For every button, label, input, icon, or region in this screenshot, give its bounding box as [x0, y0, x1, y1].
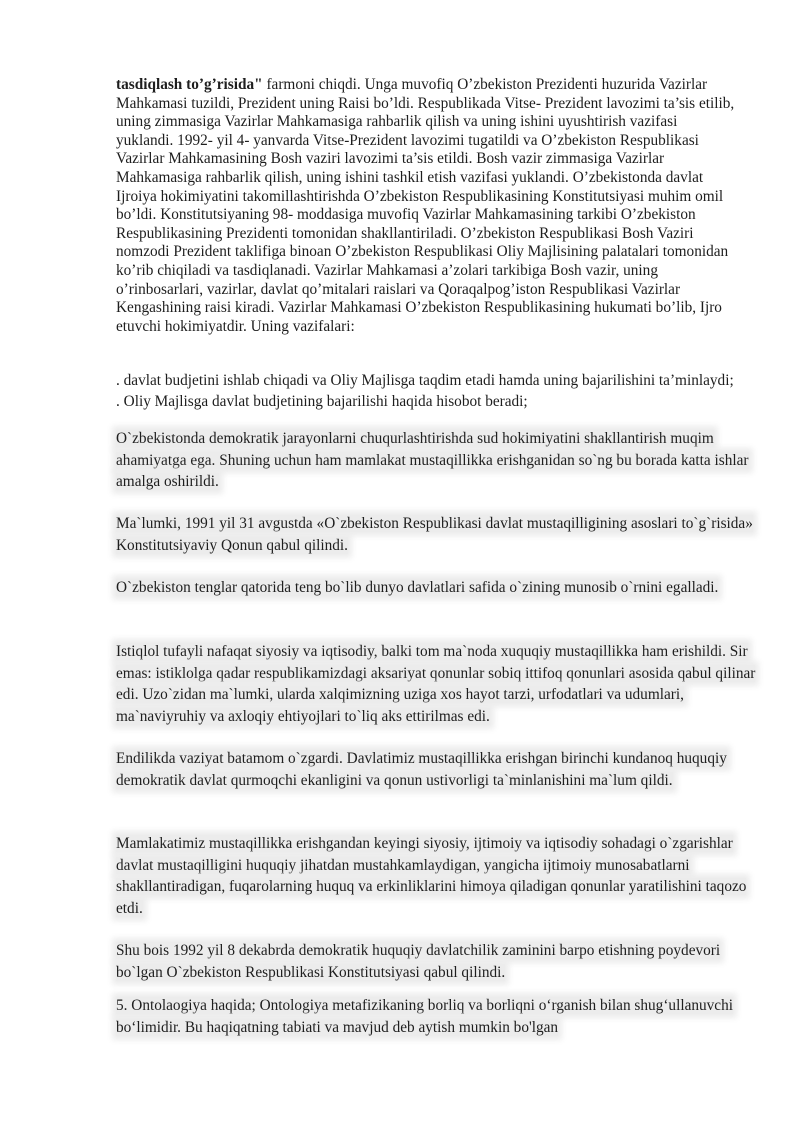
paragraph-constitution: [116, 940, 756, 983]
paragraph-reforms: [116, 833, 756, 919]
paragraph-ontology-text: 5. Ontolaogiya haqida; Ontologiya metafizikaning borliq va borliqni oʻrganish bilan shugʻullanuvchi boʻlimidir. Bu haqiqatning tabiati va mavjud deb aytish mumkin bo'lgan: [116, 997, 733, 1036]
paragraph-courts: [116, 428, 756, 493]
paragraph-independence-law: [116, 513, 756, 556]
paragraph-budget: . davlat budjetini ishlab chiqadi va Oliy Majlisga taqdim etadi hamda uning bajarilishini ta’minlaydi; . Oliy Majlisga davlat budjetining bajarilishi haqida hisobot beradi;: [116, 372, 734, 410]
paragraph-independence-law-text: Ma`lumki, 1991 yil 31 avgustda «O`zbekiston Respublikasi davlat mustaqilligining asoslari to`g`risida» Konstitutsiyaviy Qonun qabul qilindi.: [116, 515, 753, 554]
paragraph-equal-states-text: O`zbekiston tenglar qatorida teng bo`lib dunyo davlatlari safida o`zining munosib o`rnini egalladi.: [116, 579, 719, 596]
paragraph-ontology: [116, 995, 756, 1038]
paragraph-equal-states: [116, 577, 756, 599]
paragraph-constitution-text: Shu bois 1992 yil 8 dekabrda demokratik huquqiy davlatchilik zaminini barpo etishning poydevori bo`lgan O`zbekiston Respublikasi Konstitutsiyasi qabul qilindi.: [116, 942, 721, 981]
paragraph-legal-independence-text: Istiqlol tufayli nafaqat siyosiy va iqtisodiy, balki tom ma`noda xuquqiy mustaqillikka ham erishildi. Sir emas: istiklolga qadar respublikamizdagi aksariyat qonunlar sobiq ittifoq qonunlari asosida qabul qilinar edi. Uzo`zidan ma`lumki, ularda xalqimizning uziga xos hayot tarzi, urfodatlari va udumlari, ma`naviyruhiy va axloqiy ehtiyojlari to`liq aks ettirilmas edi.: [116, 643, 756, 725]
paragraph-decree: [116, 76, 736, 336]
paragraph-situation-changed: [116, 748, 756, 791]
paragraph-legal-independence: [116, 641, 756, 727]
paragraph-situation-changed-text: Endilikda vaziyat batamom o`zgardi. Davlatimiz mustaqillikka erishgan birinchi kundanoq huquqiy demokratik davlat qurmoqchi ekanligini va qonun ustivorligi ta`minlanishini ma`lum qildi.: [116, 750, 727, 789]
decree-title-bold: tasdiqlash to’g’risida": [116, 76, 263, 93]
paragraph-reforms-text: Mamlakatimiz mustaqillikka erishgandan keyingi siyosiy, ijtimoiy va iqtisodiy sohadagi o`zgarishlar davlat mustaqilligini huquqiy jihatdan mustahkamlaydigan, yangicha ijtimoiy munosabatlarni shakllantiradigan, fuqarolarning huquq va erkinliklarini himoya qiladigan qonunlar yaratilishini taqozo etdi.: [116, 835, 747, 917]
paragraph-courts-text: O`zbekistonda demokratik jarayonlarni chuqurlashtirishda sud hokimiyatini shakllantirish muqim ahamiyatga ega. Shuning uchun ham mamlakat mustaqillikka erishganidan so`ng bu borada katta ishlar amalga oshirildi.: [116, 430, 749, 490]
decree-body: farmoni chiqdi. Unga muvofiq O’zbekiston Prezidenti huzurida Vazirlar Mahkamasi tuzildi, Prezident uning Raisi bo’ldi. Respublikada Vitse- Prezident lavozimi ta’sis etilib, uning zimmasiga Vazirlar Mahkamasiga rahbarlik qilish va uning ishini uyushtirish vazifasi yuklandi. 1992- yil 4- yanvarda Vitse-Prezident lavozimi tugatildi va O’zbekiston Respublikasi Vazirlar Mahkamasining Bosh vaziri lavozimi ta’sis etildi. Bosh vazir zimmasiga Vazirlar Mahkamasiga rahbarlik qilish, uning ishini tashkil etish vazifasi yuklandi. O’zbekistonda davlat Ijroiya hokimiyatini takomillashtirishda O’zbekiston Respublikasining Konstitutsiyasi muhim omil bo’ldi. Konstitutsiyaning 98- moddasiga muvofiq Vazirlar Mahkamasining tarkibi O’zbekiston Respublikasining Prezidenti tomonidan shakllantiriladi. O’zbekiston Respublikasi Bosh Vaziri nomzodi Prezident taklifiga binoan O’zbekiston Respublikasi Oliy Majlisining palatalari tomonidan ko’rib chiqiladi va tasdiqlanadi. Vazirlar Mahkamasi a’zolari tarkibiga Bosh vazir, uning o’rinbosarlari, vazirlar, davlat qo’mitalari raislari va Qoraqalpog’iston Respublikasi Vazirlar Kengashining raisi kiradi. Vazirlar Mahkamasi O’zbekiston Respublikasining hukumati bo’lib, Ijro etuvchi hokimiyatdir. Uning vazifalari:: [116, 76, 735, 335]
